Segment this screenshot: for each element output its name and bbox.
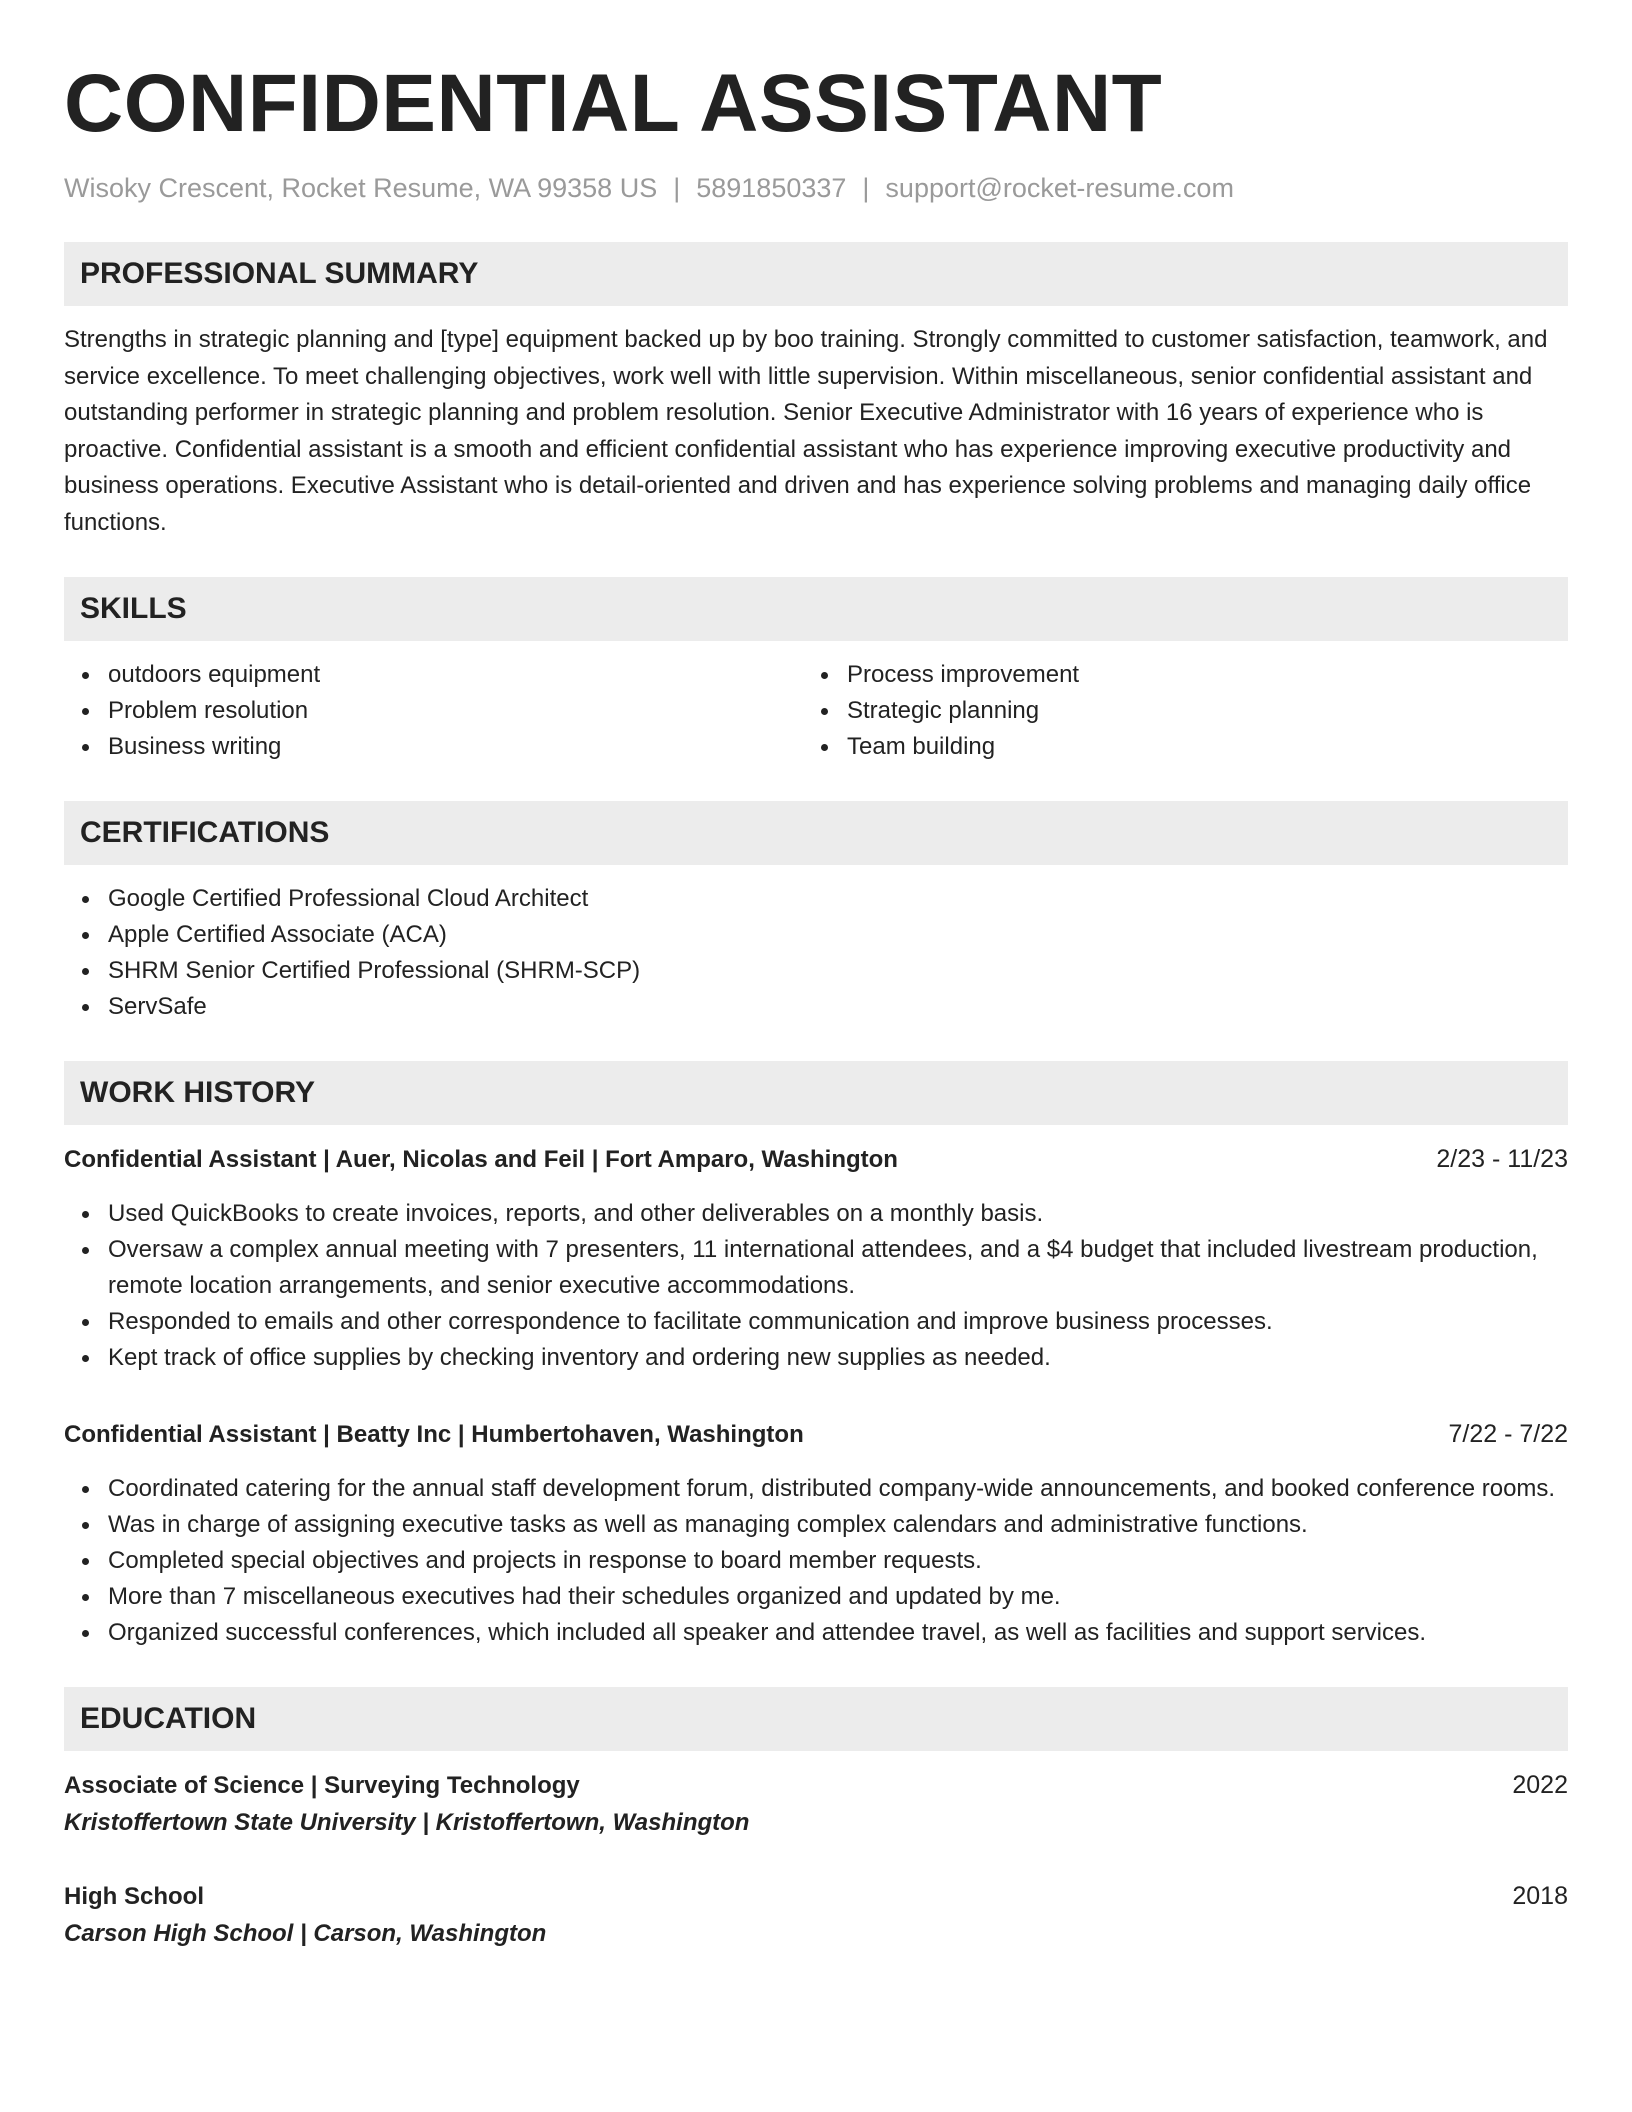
skill-item: Process improvement bbox=[847, 657, 1079, 693]
skill-item: Business writing bbox=[108, 729, 803, 765]
education-school: Kristoffertown State University | Kristoffertown, Washington bbox=[64, 1809, 750, 1836]
skill-item: Team building bbox=[847, 729, 1079, 765]
job-title: Confidential Assistant | Auer, Nicolas and Feil | Fort Amparo, Washington bbox=[64, 1146, 898, 1173]
summary-text: Strengths in strategic planning and [type] equipment backed up by boo training. Strongly committed to customer satisfaction, teamwork, and service excellence. To meet challenging objectives, work well with little supervision. Within miscellaneous, senior confidential assistant and outstanding performer in strategic planning and problem resolution. Senior Executive Administrator with 16 years of experience who is proactive. Confidential assistant is a smooth and efficient confidential assistant who has experience improving executive productivity and business operations. Executive Assistant who is detail-oriented and driven and has experience solving problems and managing daily office functions. bbox=[64, 326, 1548, 536]
job-duty-item: Completed special objectives and projects in response to board member requests. bbox=[108, 1543, 1568, 1579]
section-header-certifications: CERTIFICATIONS bbox=[64, 801, 1568, 865]
contact-separator: | bbox=[673, 173, 681, 203]
job-entry bbox=[64, 1141, 1568, 1376]
education-degree: High School bbox=[64, 1883, 204, 1910]
job-header bbox=[64, 1416, 1568, 1453]
education-degree: Associate of Science | Surveying Technology bbox=[64, 1772, 580, 1799]
section-header-summary: PROFESSIONAL SUMMARY bbox=[64, 242, 1568, 306]
contact-phone: 5891850337 bbox=[696, 173, 847, 203]
education-header bbox=[64, 1878, 1568, 1915]
skills-column-right bbox=[803, 657, 1079, 765]
section-header-skills: SKILLS bbox=[64, 577, 1568, 641]
skill-item: Strategic planning bbox=[847, 693, 1079, 729]
contact-email: support@rocket-resume.com bbox=[885, 173, 1234, 203]
job-duty-item: Coordinated catering for the annual staff development forum, distributed company-wide announcements, and booked conference rooms. bbox=[108, 1471, 1568, 1507]
section-header-education: EDUCATION bbox=[64, 1687, 1568, 1751]
job-dates: 2/23 - 11/23 bbox=[1436, 1145, 1568, 1173]
job-duty-item: Used QuickBooks to create invoices, reports, and other deliverables on a monthly basis. bbox=[108, 1196, 1568, 1232]
section-header-work-history: WORK HISTORY bbox=[64, 1061, 1568, 1125]
job-dates: 7/22 - 7/22 bbox=[1448, 1420, 1568, 1448]
certification-item: Google Certified Professional Cloud Architect bbox=[108, 881, 1568, 917]
education-year: 2018 bbox=[1512, 1882, 1568, 1910]
education-header bbox=[64, 1767, 1568, 1804]
job-entry bbox=[64, 1416, 1568, 1651]
certification-item: ServSafe bbox=[108, 989, 1568, 1025]
job-title: Confidential Assistant | Beatty Inc | Humbertohaven, Washington bbox=[64, 1421, 804, 1448]
certifications-list bbox=[64, 881, 1568, 1025]
job-header bbox=[64, 1141, 1568, 1178]
certification-item: Apple Certified Associate (ACA) bbox=[108, 917, 1568, 953]
skill-item: outdoors equipment bbox=[108, 657, 803, 693]
job-duty-item: More than 7 miscellaneous executives had their schedules organized and updated by me. bbox=[108, 1579, 1568, 1615]
skills-column-left bbox=[64, 657, 803, 765]
education-entry bbox=[64, 1878, 1568, 1953]
contact-separator: | bbox=[862, 173, 870, 203]
candidate-name: CONFIDENTIAL ASSISTANT bbox=[64, 58, 1163, 149]
job-duties bbox=[64, 1471, 1568, 1651]
job-duty-item: Organized successful conferences, which included all speaker and attendee travel, as well as facilities and support services. bbox=[108, 1615, 1568, 1651]
contact-address: Wisoky Crescent, Rocket Resume, WA 99358 US bbox=[64, 173, 658, 203]
skill-item: Problem resolution bbox=[108, 693, 803, 729]
job-duty-item: Oversaw a complex annual meeting with 7 presenters, 11 international attendees, and a $4 budget that included livestream production, remote location arrangements, and senior executive accommodations. bbox=[108, 1232, 1568, 1304]
job-duty-item: Was in charge of assigning executive tasks as well as managing complex calendars and administrative functions. bbox=[108, 1507, 1568, 1543]
certification-item: SHRM Senior Certified Professional (SHRM-SCP) bbox=[108, 953, 1568, 989]
education-entry bbox=[64, 1767, 1568, 1842]
contact-line bbox=[64, 170, 1568, 206]
education-year: 2022 bbox=[1512, 1771, 1568, 1799]
education-school: Carson High School | Carson, Washington bbox=[64, 1920, 547, 1947]
skills-list bbox=[64, 657, 1568, 765]
job-duties bbox=[64, 1196, 1568, 1376]
job-duty-item: Responded to emails and other correspondence to facilitate communication and improve business processes. bbox=[108, 1304, 1568, 1340]
job-duty-item: Kept track of office supplies by checking inventory and ordering new supplies as needed. bbox=[108, 1340, 1568, 1376]
